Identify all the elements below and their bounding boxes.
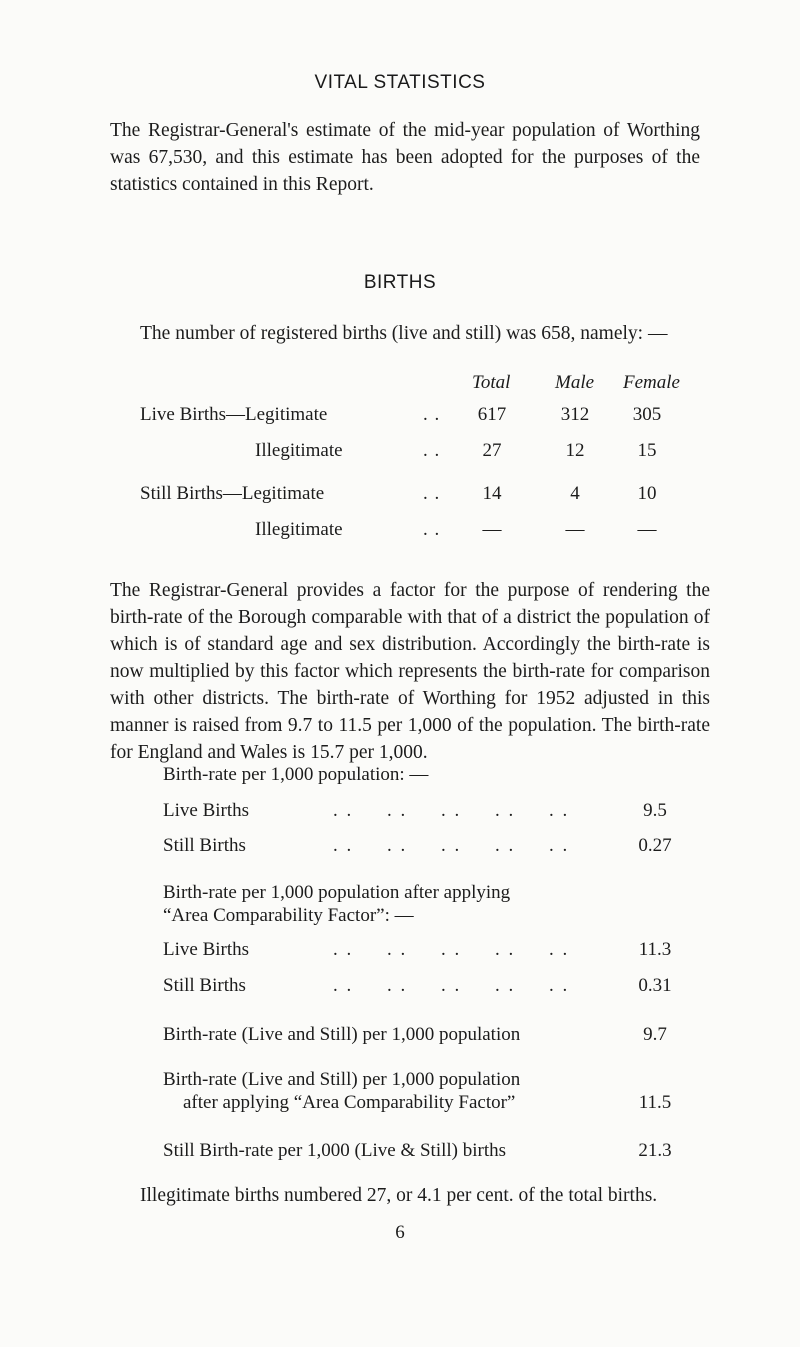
row-label-still-legit: Still Births—Legitimate xyxy=(140,483,325,504)
factor-paragraph: The Registrar-General provides a factor for the purpose of rendering the birth-rate of the Borough comparable with that of a district the population of which is of standard age and sex distribution. Accordingly the birth-rate is now multiplied by this factor which represents the birth-rate for comparison with other districts. The birth-rate of Worthing for 1952 adjusted in this manner is raised from 9.7 to 11.5 per 1,000 of the population. The birth-rate for England and Wales is 15.7 per 1,000. xyxy=(110,580,710,763)
combined-label: Birth-rate (Live and Still) per 1,000 population xyxy=(163,1024,521,1045)
births-heading: BIRTHS xyxy=(363,272,437,293)
cell-total: 14 xyxy=(482,483,502,504)
group2-title-line1: Birth-rate per 1,000 population after applying xyxy=(163,882,511,903)
row-label-live-illegit: Illegitimate xyxy=(255,440,343,461)
document-page: VITAL STATISTICS The Registrar-General's estimate of the mid-year population of Worthing was 67,530, and this estimate has been adopted for the purposes of the statistics contained in this Report. BIRTHS The number of registered births (live and still) was 658, namely: — Total Male Female Live Births—Legitimate . . 617 312 305 Illegitimate . . 27 12 15 Still Births—Legitimate . . 14 4 10 Illegitimate . . — — — The Registrar-General provides a factor for the purpose of rendering the birth-rate of the Borough comparable with that of a district the population of which is of standard age and sex distribution. Accordingly the birth-rate is now multiplied by this factor which represents the birth-rate for comparison with other districts. The birth-rate of Worthing for 1952 adjusted in this manner is raised from 9.7 to 11.5 per 1,000 of the population. The birth-rate for England and Wales is 15.7 per 1,000. Birth-rate per 1,000 population: — Live Births . . . . . . . . . . 9.5 Still Births . . . . . . . . . . 0.27 Birth-rate per 1,000 population after applying “Area Comparability Factor”: — Live Births . . . . . . . . . . 11.3 Still Births . . . . . . . . . . 0.31 Birth-rate (Live and Still) per 1,000 population 9.7 Birth-rate (Live and Still) per 1,000 population after applying “Area Comparability Factor” 11.5 Still Birth-rate per 1,000 (Live & Still) births 21.3 Illegitimate births numbered 27, or 4.1 per cent. of the total births. 6 xyxy=(0,0,800,1347)
header-male: Male xyxy=(555,372,595,393)
cell-female: — xyxy=(637,519,657,540)
header-female: Female xyxy=(623,372,680,393)
header-total: Total xyxy=(472,372,511,393)
rate-label: Still Births xyxy=(163,835,246,856)
rate-value: 11.3 xyxy=(638,939,672,960)
row-label-still-illegit: Illegitimate xyxy=(255,519,343,540)
cell-female: 15 xyxy=(637,440,657,461)
cell-total: 617 xyxy=(477,404,507,425)
row-label-live-legit: Live Births—Legitimate xyxy=(140,404,328,425)
rate-value: 0.27 xyxy=(638,835,672,856)
page-title: VITAL STATISTICS xyxy=(314,72,486,93)
births-intro: The number of registered births (live and still) was 658, namely: — xyxy=(140,323,668,344)
intro-paragraph: The Registrar-General's estimate of the mid-year population of Worthing was 67,530, and this estimate has been adopted for the purposes of the statistics contained in this Report. xyxy=(110,120,700,195)
combined-adj-line1: Birth-rate (Live and Still) per 1,000 population xyxy=(163,1069,521,1090)
combined-adj-line2: after applying “Area Comparability Factor” xyxy=(183,1092,516,1113)
cell-total: 27 xyxy=(482,440,502,461)
cell-male: 4 xyxy=(570,483,580,504)
combined-adj-value: 11.5 xyxy=(638,1092,672,1113)
rate-label: Still Births xyxy=(163,975,246,996)
rate-value: 0.31 xyxy=(638,975,672,996)
cell-female: 10 xyxy=(637,483,657,504)
rate-label: Live Births xyxy=(163,939,250,960)
group2-title-line2: “Area Comparability Factor”: — xyxy=(163,905,414,926)
rate-label: Live Births xyxy=(163,800,250,821)
still-rate-value: 21.3 xyxy=(638,1140,672,1161)
cell-male: — xyxy=(565,519,585,540)
rate-value: 9.5 xyxy=(643,800,667,821)
cell-male: 312 xyxy=(560,404,590,425)
still-rate-label: Still Birth-rate per 1,000 (Live & Still) births xyxy=(163,1140,507,1161)
group1-title: Birth-rate per 1,000 population: — xyxy=(163,764,429,785)
cell-total: — xyxy=(482,519,502,540)
illegitimate-note: Illegitimate births numbered 27, or 4.1 per cent. of the total births. xyxy=(140,1185,658,1206)
cell-male: 12 xyxy=(565,440,585,461)
page-number: 6 xyxy=(395,1222,405,1243)
cell-female: 305 xyxy=(632,404,662,425)
combined-value: 9.7 xyxy=(643,1024,667,1045)
